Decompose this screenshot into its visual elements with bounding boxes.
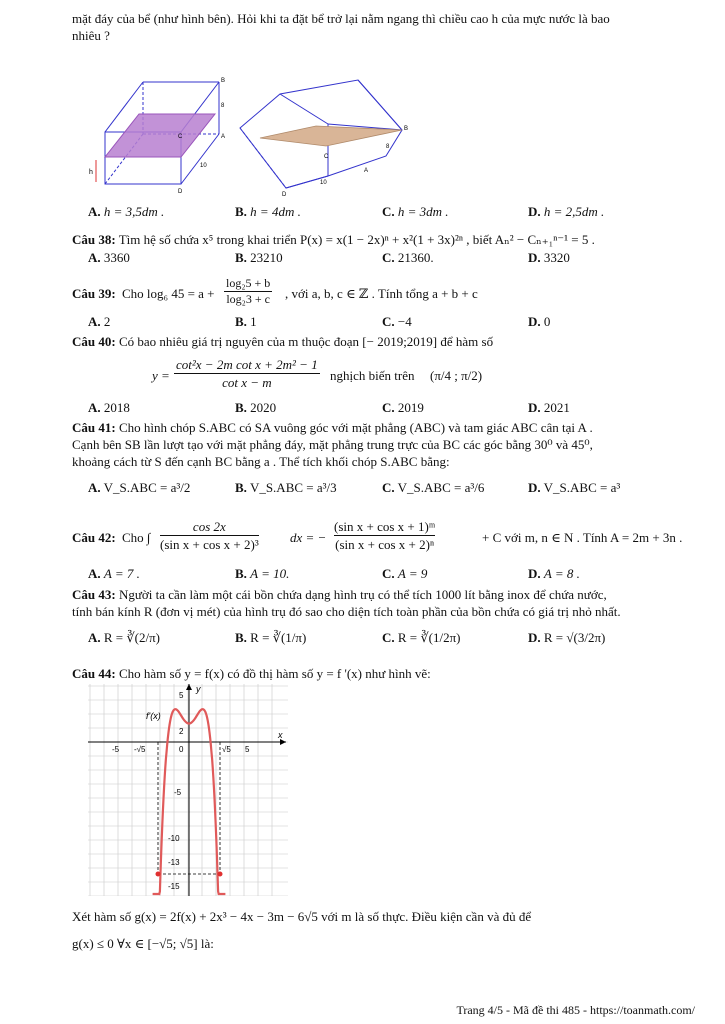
- page-footer: Trang 4/5 - Mã đề thi 485 - https://toanmath.com/: [456, 1003, 695, 1017]
- tick-sqrt5: √5: [222, 745, 231, 754]
- q42-option-c[interactable]: C. A = 9: [382, 566, 428, 581]
- q42-options: [88, 566, 698, 584]
- graph-grid: [88, 684, 288, 896]
- q39-label: Câu 39:: [72, 286, 116, 301]
- q43-option-d[interactable]: D. R = √(3/2π): [528, 630, 606, 645]
- q40-text: Có bao nhiêu giá trị nguyên của m thuộc đoạn [− 2019;2019] để hàm số: [118, 334, 494, 349]
- q41-line-2: Cạnh bên SB lần lượt tạo với mặt phẳng đáy, mặt phẳng trung trực của BC các góc bằng 30⁰ và 45⁰,: [72, 437, 593, 452]
- intro-line-1: mặt đáy của bể (như hình bên). Hỏi khi ta đặt bể trở lại nằm ngang thì chiều cao h của mực nước là bao: [72, 11, 610, 26]
- label-d2: D: [282, 192, 287, 198]
- q42-stem: Câu 42: Cho ∫ cos 2x (sin x + cos x + 2)³ dx = − (sin x + cos x + 1)ᵐ (sin x + cos x + 2)ⁿ + C với m, n ∈ N . Tính A = 2m + 3n .: [72, 519, 683, 552]
- q43-options: [88, 630, 698, 648]
- label-d1: D: [178, 189, 183, 195]
- q41-line-3: khoảng cách từ S đến cạnh BC bằng a . Thể tích khối chóp S.ABC bằng:: [72, 454, 450, 469]
- q41-option-c[interactable]: C. V_S.ABC = a³/6: [382, 480, 485, 495]
- y-arrow-icon: [186, 684, 192, 690]
- q39-option-c[interactable]: C. −4: [382, 314, 412, 329]
- q37-option-d[interactable]: D. h = 2,5dm .: [528, 204, 605, 219]
- q39-option-d[interactable]: D. 0: [528, 314, 551, 329]
- q41-options: [88, 480, 698, 498]
- q43-line-2: tính bán kính R (đơn vị mét) của hình trụ đó sao cho diện tích toàn phần của bồn chứa có giá trị nhỏ nhất.: [72, 604, 621, 619]
- q41-option-d[interactable]: D. V_S.ABC = a³: [528, 480, 621, 495]
- q37-options: [88, 204, 698, 222]
- q42-fraction-1: cos 2x (sin x + cos x + 2)³: [160, 519, 259, 552]
- q43-option-b[interactable]: B. R = ∛(1/π): [235, 630, 307, 645]
- q42-option-b[interactable]: B. A = 10.: [235, 566, 290, 581]
- tick-y-neg10: -10: [168, 834, 180, 843]
- q41-line-1: Câu 41: Cho hình chóp S.ABC có SA vuông góc với mặt phẳng (ABC) và tam giác ABC cân tại A .: [72, 420, 593, 435]
- q38-option-b[interactable]: B. 23210: [235, 250, 283, 265]
- q40-options: [88, 400, 698, 418]
- q42-option-d[interactable]: D. A = 8 .: [528, 566, 580, 581]
- tick-y-5: 5: [179, 691, 184, 700]
- q39-options: [88, 314, 698, 332]
- intro-line-2: nhiêu ?: [72, 28, 110, 43]
- water-tank-figure: [80, 72, 420, 200]
- point-left: [156, 872, 161, 877]
- q44-line-2: g(x) ≤ 0 ∀x ∈ [−√5; √5] là:: [72, 936, 214, 951]
- q40-option-a[interactable]: A. 2018: [88, 400, 130, 415]
- q38-label: Câu 38:: [72, 232, 116, 247]
- y-axis-label: y: [196, 684, 201, 694]
- q41-option-b[interactable]: B. V_S.ABC = a³/3: [235, 480, 337, 495]
- q40-option-b[interactable]: B. 2020: [235, 400, 277, 415]
- curve-label: f'(x): [146, 711, 161, 721]
- label-c1: C: [178, 134, 183, 140]
- q37-option-b[interactable]: B. h = 4dm .: [235, 204, 301, 219]
- q42-label: Câu 42:: [72, 530, 116, 545]
- label-b1: B: [221, 78, 226, 84]
- label-10-left: 10: [200, 163, 207, 169]
- q38-option-d[interactable]: D. 3320: [528, 250, 570, 265]
- q40-option-d[interactable]: D. 2021: [528, 400, 570, 415]
- label-8-right: 8: [386, 144, 390, 150]
- q41-label: Câu 41:: [72, 420, 116, 435]
- q39-fraction: log₂5 + b log₂3 + c: [226, 276, 271, 306]
- q42-fraction-2: (sin x + cos x + 1)ᵐ (sin x + cos x + 2)ⁿ: [334, 519, 436, 552]
- q39-text-post: , với a, b, c ∈ ℤ . Tính tổng a + b + c: [285, 286, 478, 301]
- q43-label: Câu 43:: [72, 587, 116, 602]
- tick-y-neg15: -15: [168, 882, 180, 891]
- tick-y-neg5: -5: [174, 788, 182, 797]
- q40-fraction: cot²x − 2m cot x + 2m² − 1 cot x − m: [176, 357, 318, 390]
- q40-option-c[interactable]: C. 2019: [382, 400, 424, 415]
- q40-interval: (π/4 ; π/2): [430, 368, 483, 383]
- q37-option-c[interactable]: C. h = 3dm .: [382, 204, 449, 219]
- q37-option-a[interactable]: A. h = 3,5dm .: [88, 204, 165, 219]
- label-a2: A: [364, 168, 369, 174]
- label-c2: C: [324, 154, 329, 160]
- x-axis-label: x: [278, 730, 283, 740]
- q38-option-c[interactable]: C. 21360.: [382, 250, 434, 265]
- q40-stem: [72, 333, 690, 350]
- q44-text: Cho hàm số y = f(x) có đồ thị hàm số y = f '(x) như hình vẽ:: [118, 666, 431, 681]
- label-10-right: 10: [320, 180, 327, 186]
- q38-stem: [72, 231, 690, 248]
- q43-option-c[interactable]: C. R = ∛(1/2π): [382, 630, 461, 645]
- label-8-left: 8: [221, 103, 225, 109]
- label-a1: A: [221, 134, 226, 140]
- q44-label: Câu 44:: [72, 666, 116, 681]
- q43-option-a[interactable]: A. R = ∛(2/π): [88, 630, 161, 645]
- q40-label: Câu 40:: [72, 334, 116, 349]
- q38-option-a[interactable]: A. 3360: [88, 250, 130, 265]
- tick-x-5: 5: [245, 745, 250, 754]
- derivative-graph: [88, 684, 288, 896]
- q39-option-b[interactable]: B. 1: [235, 314, 257, 329]
- q40-formula: y = cot²x − 2m cot x + 2m² − 1 cot x − m nghịch biến trên (π/4 ; π/2): [152, 357, 483, 390]
- q39-option-a[interactable]: A. 2: [88, 314, 111, 329]
- tick-origin: 0: [179, 745, 184, 754]
- graph-axes: [88, 684, 286, 896]
- q44-line-1: Xét hàm số g(x) = 2f(x) + 2x³ − 4x − 3m − 6√5 với m là số thực. Điều kiện cần và đủ để: [72, 909, 532, 924]
- label-h: h: [89, 169, 93, 176]
- point-right: [218, 872, 223, 877]
- tick-neg-sqrt5: -√5: [134, 745, 146, 754]
- q44-stem: [72, 665, 690, 682]
- q39-text-pre: Cho log₆ 45 = a +: [122, 286, 215, 301]
- q39-stem: [72, 276, 690, 312]
- q42-option-a[interactable]: A. A = 7 .: [88, 566, 140, 581]
- q38-options: [88, 250, 698, 268]
- tick-x-neg5: -5: [112, 745, 120, 754]
- tick-y-2: 2: [179, 727, 184, 736]
- q38-text: Tìm hệ số chứa x⁵ trong khai triển P(x) = x(1 − 2x)ⁿ + x²(1 + 3x)²ⁿ , biết Aₙ² − Cₙ₊₁ⁿ⁻¹ = 5 .: [118, 232, 595, 247]
- tick-y-neg13: -13: [168, 858, 180, 867]
- q41-option-a[interactable]: A. V_S.ABC = a³/2: [88, 480, 191, 495]
- tilted-water-slab: [260, 126, 402, 146]
- water-surface-plane: [105, 114, 215, 157]
- q43-line-1: Câu 43: Người ta cần làm một cái bồn chứa dạng hình trụ có thể tích 1000 lít bằng inox để chứa nước,: [72, 587, 607, 602]
- label-b2: B: [404, 126, 409, 132]
